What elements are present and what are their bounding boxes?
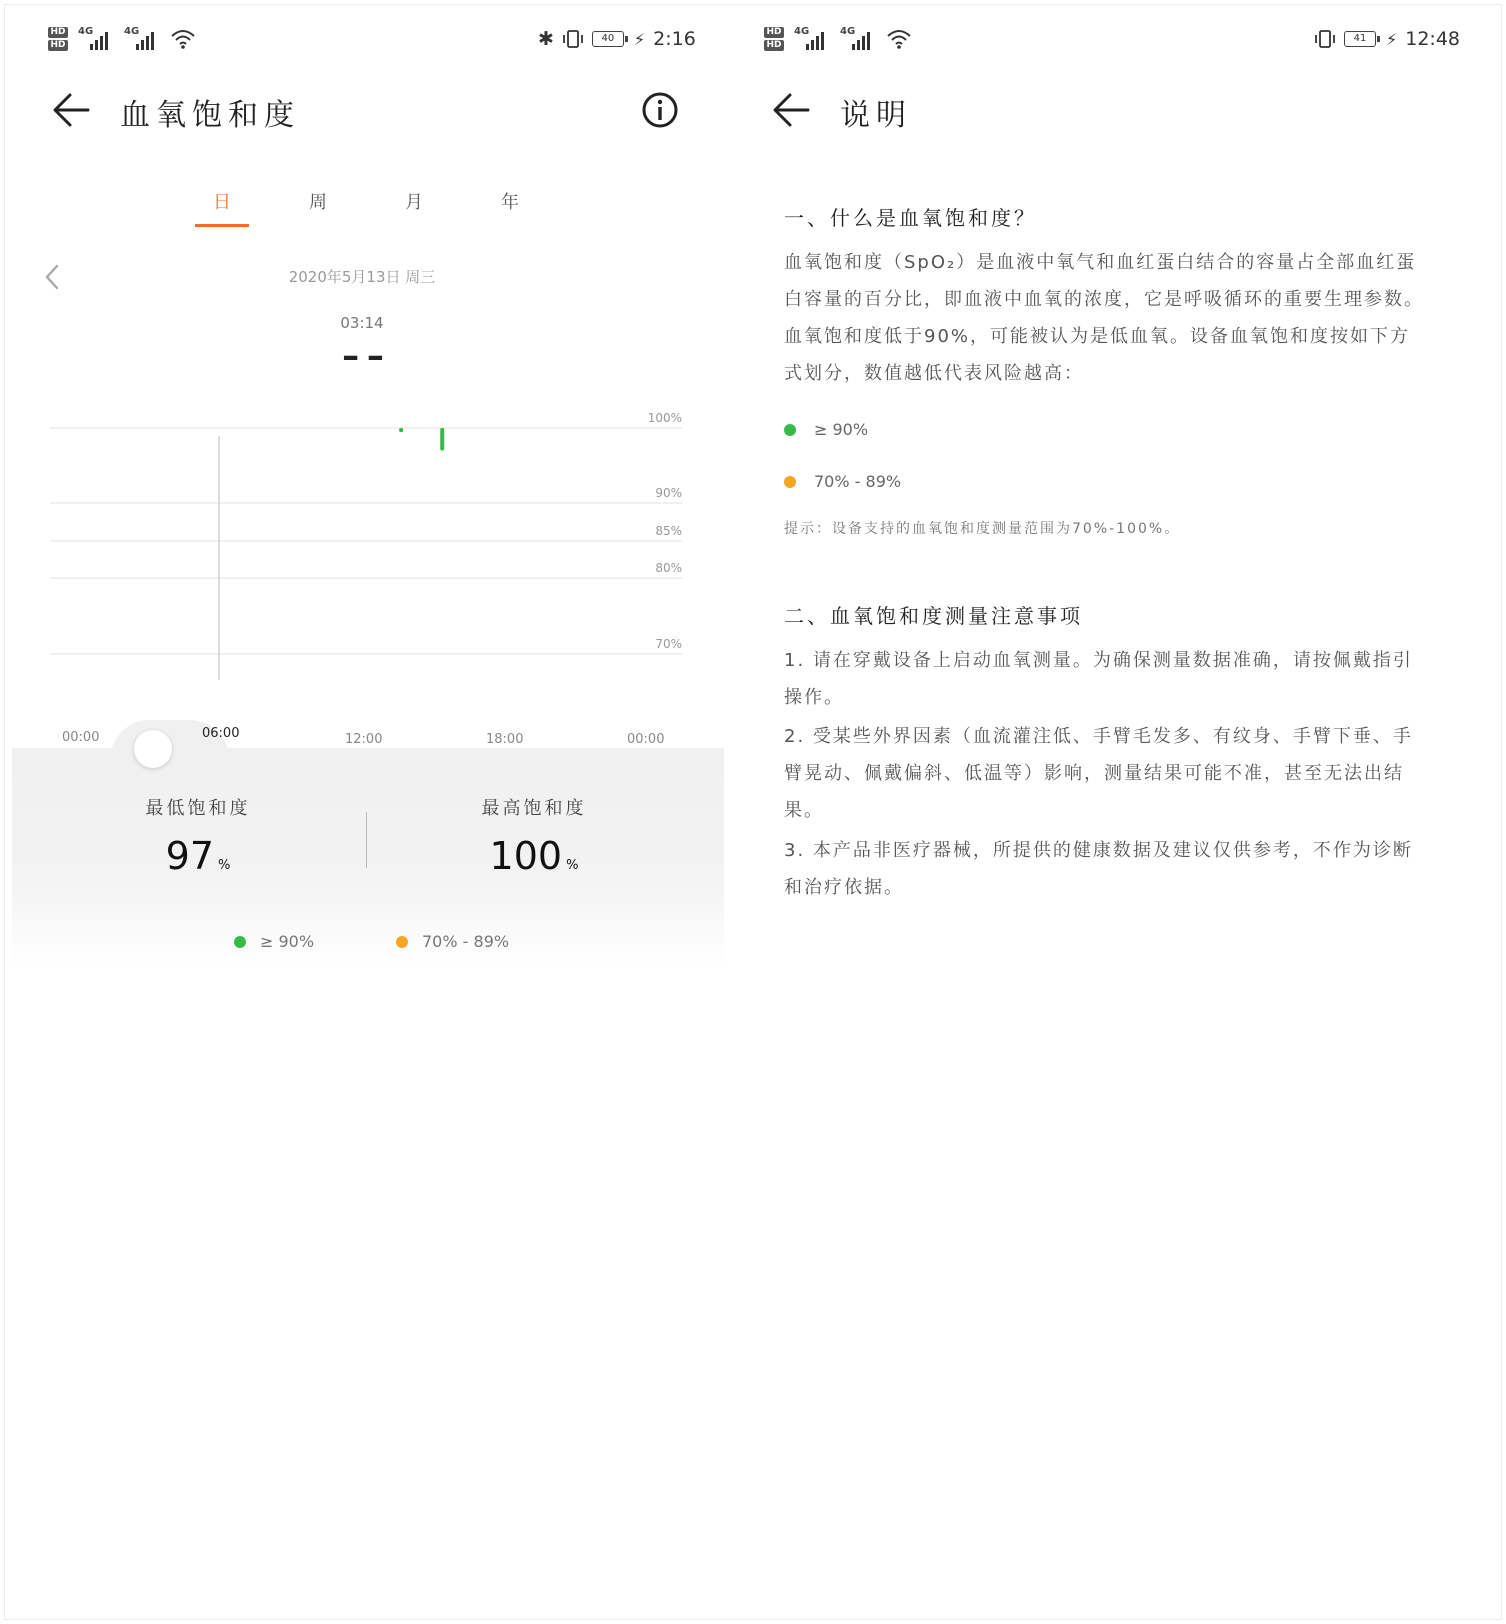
min-label: 最低饱和度 [145, 798, 251, 819]
signal-icon: 4G [78, 26, 114, 52]
page-title: 说明 [840, 98, 912, 133]
battery-level: 41 [1353, 33, 1367, 44]
x-tick: 00:00 [627, 732, 665, 747]
list-item: 2. 受某些外界因素（血流灌注低、手臂毛发多、有纹身、手臂下垂、手臂晃动、佩戴偏斜、低温等）影响，测量结果可能不准，甚至无法出结果。 [784, 726, 1413, 821]
vibrate-icon [1314, 29, 1336, 49]
section-body: 血氧饱和度（SpO₂）是血液中氧气和血红蛋白结合的容量占全部血红蛋白容量的百分比，即血液中血氧的浓度，它是呼吸循环的重要生理参数。血氧饱和度低于90%，可能被认为是低血氧。设备血氧饱和度按如下方式划分，数值越低代表风险越高： [784, 252, 1424, 384]
tab-month[interactable] [384, 188, 444, 214]
vibrate-icon [562, 29, 584, 49]
tab-year[interactable] [480, 188, 540, 214]
legend-orange-label: 70% - 89% [422, 932, 510, 951]
min-unit: % [218, 858, 231, 873]
summary-card [12, 748, 724, 968]
orange-dot-icon [784, 476, 796, 488]
bluetooth-icon: ✱ [538, 28, 554, 50]
status-time: 12:48 [1405, 28, 1460, 50]
legend-orange [396, 932, 509, 951]
tab-label: 周 [309, 192, 327, 213]
green-dot-icon [784, 424, 796, 436]
y-tick-label: 85% [655, 524, 682, 538]
range-hint: 提示：设备支持的血氧饱和度测量范围为70%-100%。 [784, 521, 1181, 537]
selected-value: – – [342, 336, 382, 376]
list-item: 3. 本产品非医疗器械，所提供的健康数据及建议仅供参考，不作为诊断和治疗依据。 [784, 840, 1413, 898]
tab-label: 年 [501, 192, 519, 213]
y-tick-label: 80% [655, 561, 682, 575]
chart-bar [399, 428, 403, 432]
section-title: 二、血氧饱和度测量注意事项 [784, 604, 1083, 628]
explanation-screen [766, 0, 1506, 1000]
tab-week[interactable] [288, 188, 348, 214]
chevron-left-icon[interactable] [40, 262, 64, 292]
x-tick: 18:00 [486, 732, 524, 747]
toolbar [12, 82, 748, 138]
tab-day[interactable] [192, 188, 252, 214]
section-title: 一、什么是血氧饱和度？ [784, 206, 1037, 230]
max-value: 100 [489, 834, 563, 878]
wifi-icon [170, 28, 196, 50]
chart-bar [440, 428, 444, 451]
status-time: 2:16 [653, 28, 696, 50]
date-label: 2020年5月13日 周三 [288, 268, 436, 286]
signal-icon: 4G [794, 26, 830, 52]
spo2-screen [12, 0, 748, 1000]
status-bar [12, 22, 748, 58]
list-item: 1. 请在穿戴设备上启动血氧测量。为确保测量数据准确，请按佩戴指引操作。 [784, 650, 1413, 708]
hd-icon: HD HD [764, 27, 784, 51]
toolbar [784, 82, 1506, 138]
tab-underline [195, 224, 249, 227]
back-arrow-icon[interactable] [50, 88, 94, 132]
y-tick-label: 100% [647, 411, 682, 425]
orange-dot-icon [396, 936, 408, 948]
y-tick-label: 90% [655, 486, 682, 500]
x-axis [12, 722, 748, 752]
max-stat [434, 794, 634, 878]
hd-icon: HD HD [48, 27, 68, 51]
legend-orange-label: 70% - 89% [814, 472, 902, 491]
min-value: 97 [165, 834, 214, 878]
legend-orange [784, 472, 901, 491]
max-unit: % [566, 858, 579, 873]
signal-icon: 4G [124, 26, 160, 52]
info-icon[interactable] [640, 90, 680, 130]
battery-icon [592, 31, 624, 47]
selected-time: 03:14 [340, 314, 384, 332]
status-bar [766, 22, 1506, 58]
battery-level: 40 [601, 33, 615, 44]
legend-green [234, 932, 314, 951]
y-tick-label: 70% [655, 637, 682, 651]
x-tick: 12:00 [345, 732, 383, 747]
spo2-chart[interactable] [12, 400, 748, 690]
x-tick: 06:00 [202, 726, 240, 741]
legend-green [784, 420, 868, 439]
battery-icon [1344, 31, 1376, 47]
back-arrow-icon[interactable] [770, 88, 814, 132]
signal-icon: 4G [840, 26, 876, 52]
charging-icon: ⚡ [1386, 29, 1398, 49]
period-tabs [192, 188, 612, 232]
min-stat [98, 794, 298, 878]
stat-divider [366, 812, 367, 868]
legend-green-label: ≥ 90% [260, 932, 315, 951]
max-label: 最高饱和度 [481, 798, 587, 819]
wifi-icon [886, 28, 912, 50]
tab-label: 月 [405, 192, 423, 213]
green-dot-icon [234, 936, 246, 948]
legend-green-label: ≥ 90% [814, 420, 869, 439]
page-title: 血氧饱和度 [120, 98, 300, 133]
charging-icon: ⚡ [633, 29, 646, 49]
x-tick: 00:00 [62, 730, 100, 745]
tab-label: 日 [213, 192, 231, 213]
